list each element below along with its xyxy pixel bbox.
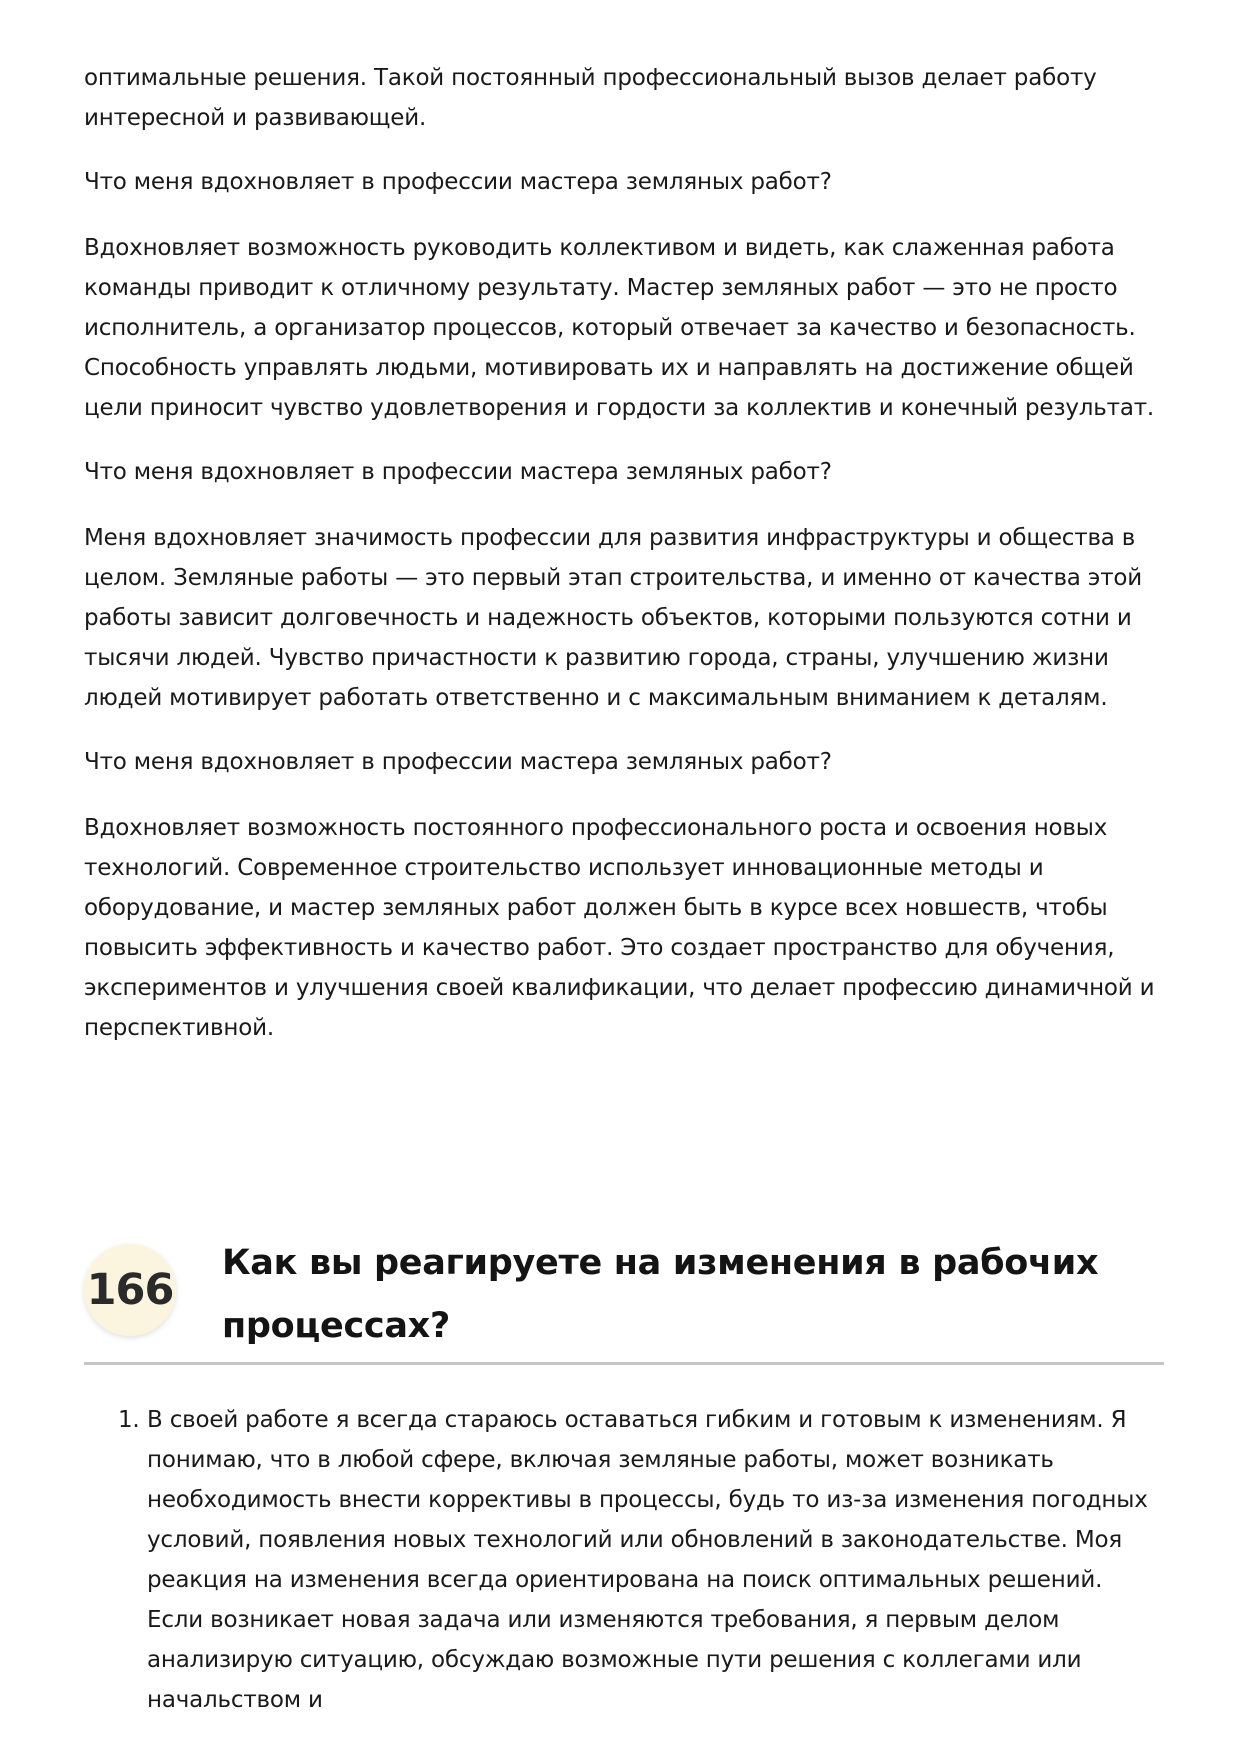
section-title: Как вы реагируете на изменения в рабочих процессах? [222,1243,1099,1346]
list-item-text: В своей работе я всегда стараюсь оставаться гибким и готовым к изменениям. Я понимаю, что в любой сфере, включая земляные работы, может возникать необходимость внести коррективы в процессы, будь то из-за изменения погодных условий, появления новых технологий или обновлений в законодательстве. Моя реакция на изменения всегда ориентирована на поиск оптимальных решений. Если возникает новая задача или изменяются требования, я первым делом анализирую ситуацию, обсуждаю возможные пути решения с коллегами или начальством и [147,1407,1148,1713]
question-text: Что меня вдохновляет в профессии мастера земляных работ? [84,459,832,485]
answer-paragraph: Вдохновляет возможность постоянного профессионального роста и освоения новых технологий. Современное строительство использует инновационные методы и оборудование, и мастер земляных работ должен быть в курсе всех новшеств, чтобы повысить эффективность и качество работ. Это создает пространство для обучения, экспериментов и улучшения своей квалификации, что делает профессию динамичной и перспективной. [84,815,1155,1041]
paragraph-continued: оптимальные решения. Такой постоянный профессиональный вызов делает работу интересной и развивающей. [84,65,1097,131]
answer-list [84,1400,1164,1720]
answer-paragraph: Меня вдохновляет значимость профессии для развития инфраструктуры и общества в целом. Земляные работы — это первый этап строительства, и именно от качества этой работы зависит долговечность и надежность объектов, которыми пользуются сотни и тысячи людей. Чувство причастности к развитию города, страны, улучшению жизни людей мотивирует работать ответственно и с максимальным вниманием к деталям. [84,525,1143,711]
answer-paragraph: Вдохновляет возможность руководить коллективом и видеть, как слаженная работа команды приводит к отличному результату. Мастер земляных работ — это не просто исполнитель, а организатор процессов, который отвечает за качество и безопасность. Способность управлять людьми, мотивировать их и направлять на достижение общей цели приносит чувство удовлетворения и гордости за коллектив и конечный результат. [84,235,1155,421]
question-text: Что меня вдохновляет в профессии мастера земляных работ? [84,169,832,195]
question-text: Что меня вдохновляет в профессии мастера земляных работ? [84,749,832,775]
section-header [84,1232,1164,1365]
article-body [84,58,1164,1072]
list-item [84,1400,1164,1720]
question-number-badge: 166 [84,1244,176,1336]
list-item-number: 1. [118,1407,140,1433]
